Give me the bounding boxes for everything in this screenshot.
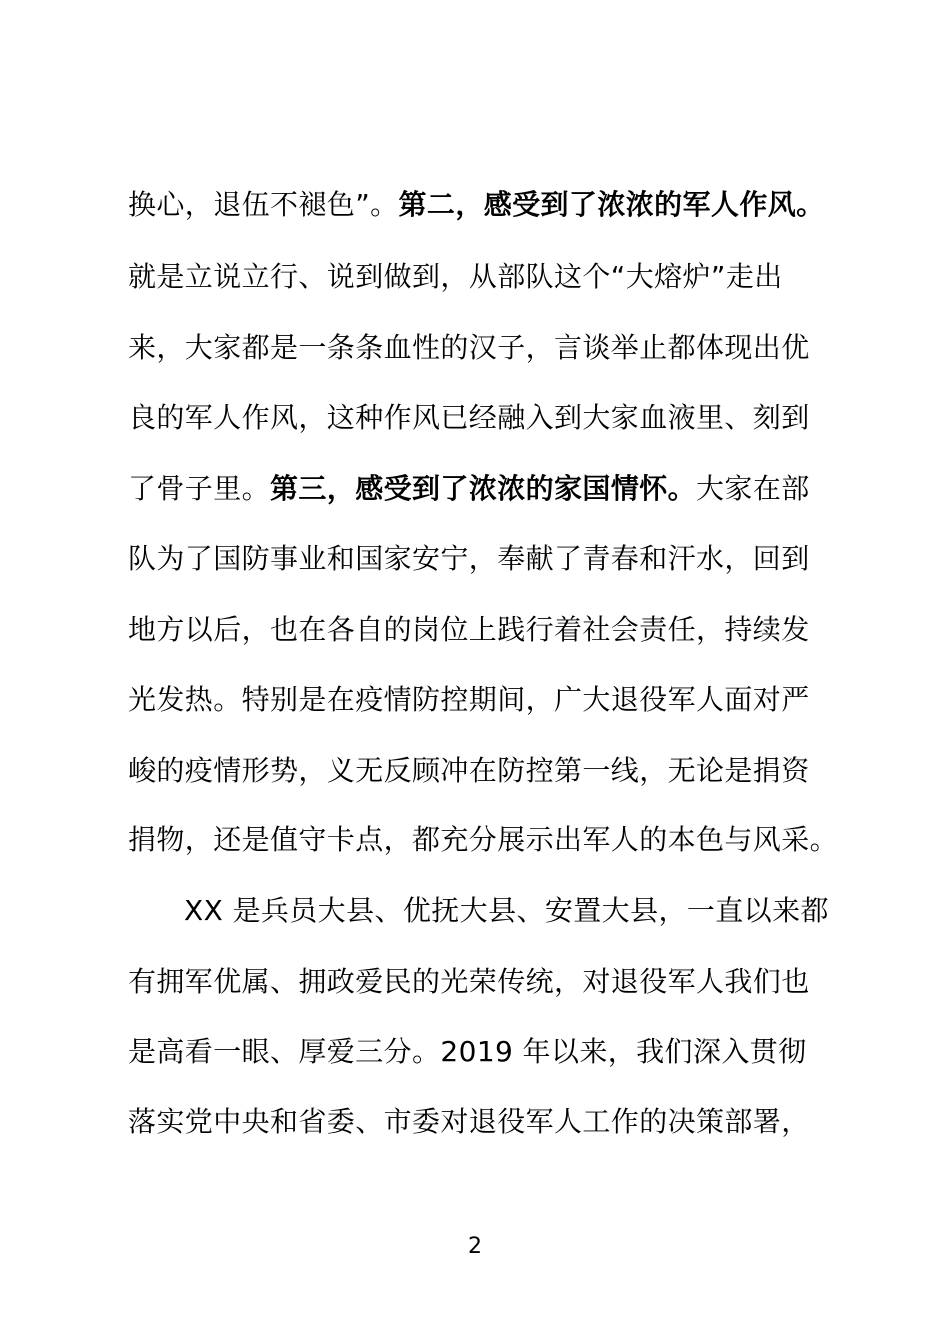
text-segment: 就是立说立行、说到做到，从部队这个“大熔炉”走出 xyxy=(128,260,783,293)
text-line-13 xyxy=(128,1032,848,1072)
bold-heading-segment: 第二，感受到了浓浓的军人作风。 xyxy=(398,188,825,221)
text-line-3 xyxy=(128,328,848,368)
text-line-5 xyxy=(128,469,848,509)
text-segment: XX 是兵员大县、优抚大县、安置大县，一直以来都 xyxy=(184,894,829,927)
text-segment: 换心，退伍不褪色”。 xyxy=(128,188,399,221)
text-segment: 了骨子里。 xyxy=(128,472,271,505)
text-line-2 xyxy=(128,257,848,297)
text-segment: 来，大家都是一条条血性的汉子，言谈举止都体现出优 xyxy=(128,331,810,364)
text-segment: 地方以后，也在各自的岗位上践行着社会责任，持续发 xyxy=(128,613,810,646)
text-segment: 有拥军优属、拥政爱民的光荣传统，对退役军人我们也 xyxy=(128,965,810,998)
text-segment: 良的军人作风，这种作风已经融入到大家血液里、刻到 xyxy=(128,401,810,434)
page-number: 2 xyxy=(468,1234,482,1259)
text-segment: 队为了国防事业和国家安宁，奉献了青春和汗水，回到 xyxy=(128,542,810,575)
bold-heading-segment: 第三，感受到了浓浓的家国情怀。 xyxy=(270,472,697,505)
text-segment: 落实党中央和省委、市委对退役军人工作的决策部署， xyxy=(128,1105,810,1138)
text-line-11 xyxy=(184,891,848,931)
text-line-14 xyxy=(128,1102,848,1142)
text-segment: 峻的疫情形势，义无反顾冲在防控第一线，无论是捐资 xyxy=(128,754,810,787)
text-line-7 xyxy=(128,610,848,650)
text-line-1 xyxy=(128,185,848,225)
text-line-8 xyxy=(128,680,848,720)
text-line-6 xyxy=(128,539,848,579)
text-segment: 是高看一眼、厚爱三分。2019 年以来，我们深入贯彻 xyxy=(128,1035,807,1068)
text-line-10 xyxy=(128,820,848,860)
text-line-4 xyxy=(128,398,848,438)
text-line-9 xyxy=(128,751,848,791)
text-segment: 大家在部 xyxy=(696,472,810,505)
text-line-12 xyxy=(128,962,848,1002)
text-segment: 光发热。特别是在疫情防控期间，广大退役军人面对严 xyxy=(128,683,810,716)
text-segment: 捐物，还是值守卡点，都充分展示出军人的本色与风采。 xyxy=(128,823,839,856)
